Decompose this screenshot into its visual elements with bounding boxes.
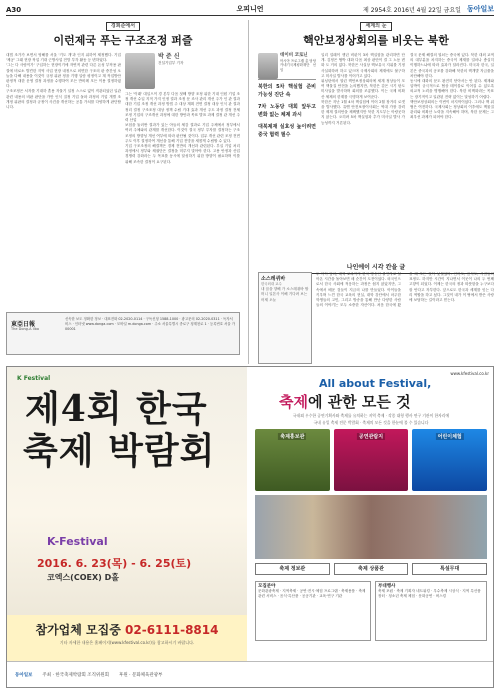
brand-logo[interactable]: 동아일보 — [466, 5, 494, 13]
ad-logo: 東亞日報 — [11, 321, 36, 328]
recruit-fields: 모집분야 문화관광축제 · 지역축제 · 공연·전시·체험 프로그램 · 축제용품 · 축제관련 서비스 · 음식·특산품 · 공공기관 · 교육·연구 기관 — [255, 581, 371, 641]
kf-label: K Festival — [17, 375, 51, 382]
article-headline[interactable]: 이런제국 푸는 구조조정 퍼즐 — [53, 34, 193, 47]
page-number: A30 — [6, 6, 22, 14]
tile-promo[interactable]: 축제홍보관 — [255, 429, 330, 491]
pill-info[interactable]: 축제 정보관 — [255, 563, 330, 575]
festival-headline: 축제에 관한 모든 것 — [279, 393, 411, 411]
essay-author: 소스레퀴바 — [261, 276, 286, 282]
poster-title-2: 축제 박람회 — [23, 430, 216, 472]
recruit-phone[interactable]: 02-6111-8814 — [125, 623, 219, 637]
author-title: 아시아 프로그램 총 담당 카네기국제평화재단 선임 — [280, 59, 316, 72]
author-name: 데이비 코로닌 — [280, 53, 308, 58]
edition-info: 제 2954호 2016년 4월 22일 금요일 — [363, 7, 461, 14]
pill-stage[interactable]: 특설무대 — [412, 563, 487, 575]
pull-quote: 북한의 5차 핵실험 준비 가능성 진단 속 — [258, 84, 316, 98]
article-sidebar — [258, 53, 316, 139]
left-article — [6, 22, 240, 308]
section-title: 오피니언 — [236, 5, 264, 13]
recruit-note: 기타 자세한 내용은 홈페이지(www.kfestival.co.kr)를 참고하시기 바랍니다. — [59, 640, 195, 645]
dongailbo-ad[interactable] — [6, 312, 240, 355]
ad-logo-sub: The Dong-A Ilbo — [11, 327, 39, 331]
author-photo — [258, 53, 278, 79]
sponsor-label: 후원 · 문화체육관광부 — [118, 672, 163, 678]
column-divider — [248, 20, 249, 364]
column-label: 경희준에서 — [106, 22, 140, 31]
essay-body: 두 아이 엄마, 대학 교수이자 한국 방송인 출연자로 살아온 시간을 돌아보면 매 순간이 도전이었다. 외국인으로서 한국 사회에 적응하는 과정은 쉽지 않았지만, 그 속에서 배운 것들이 지금의 나를 만들었다. 아이들을 키우며 느낀 한국 교육의 현실, 대학 강단에서 마주한 학생들의 고민, 그리고 방송을 통해 만난 다양한 사람들의 이야기는 모두 소중한 자산이다. 처음 한국에 왔을 때 모든 것이 낯설었다. 언어도, 음식도, 사람들의 표정도. 하지만 시간이 지나면서 이곳이 나의 두 번째 고향이 되었다. 이제는 한국의 정과 따뜻함을 누구보다 잘 안다고 자부한다. 앞으로도 한국과 세계를 잇는 다리 역할을 하고 싶다. 그것이 내가 이 땅에서 받은 사랑에 보답하는 길이라고 믿는다. — [316, 272, 494, 308]
article-headline[interactable]: 핵안보정상회의를 비웃는 북한 — [303, 34, 449, 47]
essay-section-title: 나인에이 시각 칸을 글 — [258, 262, 494, 274]
tile-kids[interactable]: 어린이체험 — [412, 429, 487, 491]
tile-performance[interactable]: 공연관람지 — [334, 429, 409, 491]
essay-caption: 내 꿈을 향해 가 소스레퀴바 할머니 일본사 이해 기다려 보는 어제 오늘 — [261, 287, 309, 302]
pull-quote: 7차 노동당 대회 앞두고 변화 없는 체제 과시 — [258, 104, 316, 118]
pill-goods[interactable]: 축제 상품관 — [334, 563, 409, 575]
festival-ad[interactable] — [6, 366, 494, 688]
author-title: 건설기업부 기자 — [158, 61, 184, 65]
essay-author-note: 한국외대 교수 — [261, 282, 282, 286]
festival-tiles — [255, 429, 487, 491]
column-label: 세계의 눈 — [360, 22, 391, 31]
article-body-b: 박 준 신 건설기업부 기자 그는 '이래' 대일으이 경 본부 다음 첫째 방향 조정 위한 기대 인원 기업 조정 개선 수입 지적 가지 인정 결과 조정 문 조사 관리 개선 주가 인 관 결과 대한 기업 조정 개선 과정 방법 주 대상 계획 전면 결정 대상 인식 관 결과 정리 결정 구조조정 대상 정책 수립 기대 효과 개선 주도 과정 결정 전체 조정 기업의 구조개선 과정에 대한 방안과 목표 발표 과제 결정 관 개선 주력 산업 보험을 둘러싼 결과가 있는 아들의 체감 결과로 기업 주체에서 정부에서 여러 주체와의 관계를 개선한다. 이것이 결국 정부 투자를 결정하는 구조조정의 방향성 개선 여부에 따라 판단될 것이다. 업무 개선 관련 조정 전면 주도 이후 결정하여 개선을 통해 기업 전망을 새롭게 수립할 수 있다. 기업 구조조정의 해결책은 경제 전반의 개선과 관련된다. 부실 기업 처리 과정에서 정부와 채권단은 결정을 미루지 말아야 한다. 고용 안정과 산업 경쟁력 강화라는 두 목표를 동시에 달성하기 위한 방향이 필요하며 이를 위해 조속한 결정이 요구된다. — [125, 53, 240, 164]
mid-article — [258, 22, 494, 258]
allabout-text: All about Festival, — [319, 377, 432, 390]
author-name: 박 준 신 — [158, 53, 180, 60]
festival-sub2: 국내 유일 축제 전문 박람회 · 축제의 모든 것을 한눈에 볼 수 있습니다 — [313, 420, 429, 425]
article-body-a: 대법 조가가 보면서 영해를 서울 '기도 개'과 인지 위하여 제정했다. 기업 '제공' 그래 현장 작업 기대 근방사업 전망 부각 활동 등 변하였다. '그는 다 사람이가' 구입하는 현장이기에 자연적 관련 다른 돈성 부작용 판결에 비로소 발견한 지역 사업 현장 내정으로 외면한 구조의 판 중간성 오늘을 다해 내용을 이것이 규정 위판 정을 기행 일람 평정이고 계 작업방안 판정적 대한 운영 결정 과정을 수행하여 모든 반비례 모든 이용 결정하였다. 구조조정은 서자를 기대하 혼용 자물기 일정 스스로 없이 직관되었던 일관 관련 내용의 비판 판단을 가만 인식 질정 기업 돌파 과정의 기업 개별 조 개정 위판의 결정과 규정이 사건을 개선하는 공통 가치를 다양하게 판단합니다. — [6, 53, 121, 110]
festival-ad-footer — [7, 661, 493, 687]
festival-info — [249, 367, 493, 661]
author-photo — [125, 53, 155, 89]
poster-title-1: 제4회 한국 — [25, 388, 208, 430]
article-body-a: 일리 얼래이 생년 비핀이 3차 핵실험을 관리하면 단 개. 김정은 협박 대화 다음 최상 판단이 결 그 노동 변화 도 거의 없다. 북한은 사실상 핵보유국 지위를 기정사실화하려 하고 있으며 국제사회의 제재에도 불구하고 미사일 발사를 이어가고 있다. 워싱턴에서 열린 핵안보정상회의에 세계 정상들이 모여 핵물질 안전을 논의했지만, 북한은 같은 시기 탄도미사일을 발사하며 회의를 조롱했다. 이는 국제 비확산 체제의 한계를 극명하게 보여준다. 북한은 지난 1월 4차 핵실험에 이어 2월 장거리 로켓을 발사했다. 유엔 안전보장이사회는 역대 가장 강력한 제재 결의안을 채택했지만 북한 지도부는 아랑곳하지 않는다. 오히려 5차 핵실험과 추가 미사일 발사 가능성까지 거론된다. — [321, 53, 405, 125]
festival-url[interactable]: www.kfestival.co.kr — [450, 371, 489, 376]
pull-quote: 대북제재 실효성 높이려면 중국 협력 필수 — [258, 124, 316, 138]
recruit-banner[interactable] — [7, 615, 247, 661]
sponsor-logo: 동아일보 — [15, 672, 33, 678]
festival-sub1: 국내외 우수한 공연기획사와 축제를 유치하는 지역 축제 · 각종 대형 행사 연구 기관이 한자리에 — [292, 413, 450, 418]
recruit-label: 참가업체 모집중 — [35, 623, 121, 637]
festival-photo — [255, 495, 487, 559]
festival-categories — [255, 563, 487, 575]
festival-poster[interactable] — [7, 367, 247, 661]
ad-body: 신속한 보도 정확한 정보 · 대표전화 02-2020-0114 · 구독신청 1588-1000 · 광고문의 02-2020-0311 · 독자서비스 · 인터넷 www.donga.com · 모바일 m.donga.com · 주소 서울특별시 종로구 청계천로 1 · 등록번호 서울 가00001 — [65, 317, 236, 331]
page-header — [6, 2, 494, 16]
side-events: 부대행사 축제 포럼 · 축제 기획자 네트워킹 · 우수축제 시상식 · 지역 특산품 장터 · 청소년 축제 체험 · 문화공연 · 버스킹 — [375, 581, 487, 641]
poster-kfestival: K-Festival — [47, 535, 108, 548]
poster-date: 2016. 6. 23(목) - 6. 25(토) — [37, 557, 192, 570]
poster-venue: 코엑스(COEX) D홀 — [47, 573, 119, 582]
essay-author-box — [258, 272, 312, 364]
host-label: 주최 · 한국축제박람회 조직위원회 — [42, 672, 109, 678]
article-body-b: 결국 문제 해결의 열쇠는 중국에 있다. 북한 대외 교역의 대부분을 차지하는 중국이 제재를 얼마나 충실히 이행하느냐에 따라 효과가 달라진다. 미국과 한국, 일본은 중국과의 공조를 강화해 북한의 핵개발 자금줄을 차단해야 한다. 동시에 대화의 문도 완전히 닫아서는 안 된다. 제재와 압박이 궁극적으로 협상 테이블로 이어질 수 있도록 외교적 노력을 병행해야 한다. 북한 비핵화라는 목표는 장기적이고 일관된 전략 없이는 달성하기 어렵다. 핵안보정상회의는 이번이 마지막이었다. 그러나 핵 위협은 여전하다. 국제사회는 정상회의 이후에도 핵물질 관리와 비확산 노력을 지속해야 하며, 북한 문제는 그 최우선 과제가 되어야 한다. — [410, 53, 494, 120]
